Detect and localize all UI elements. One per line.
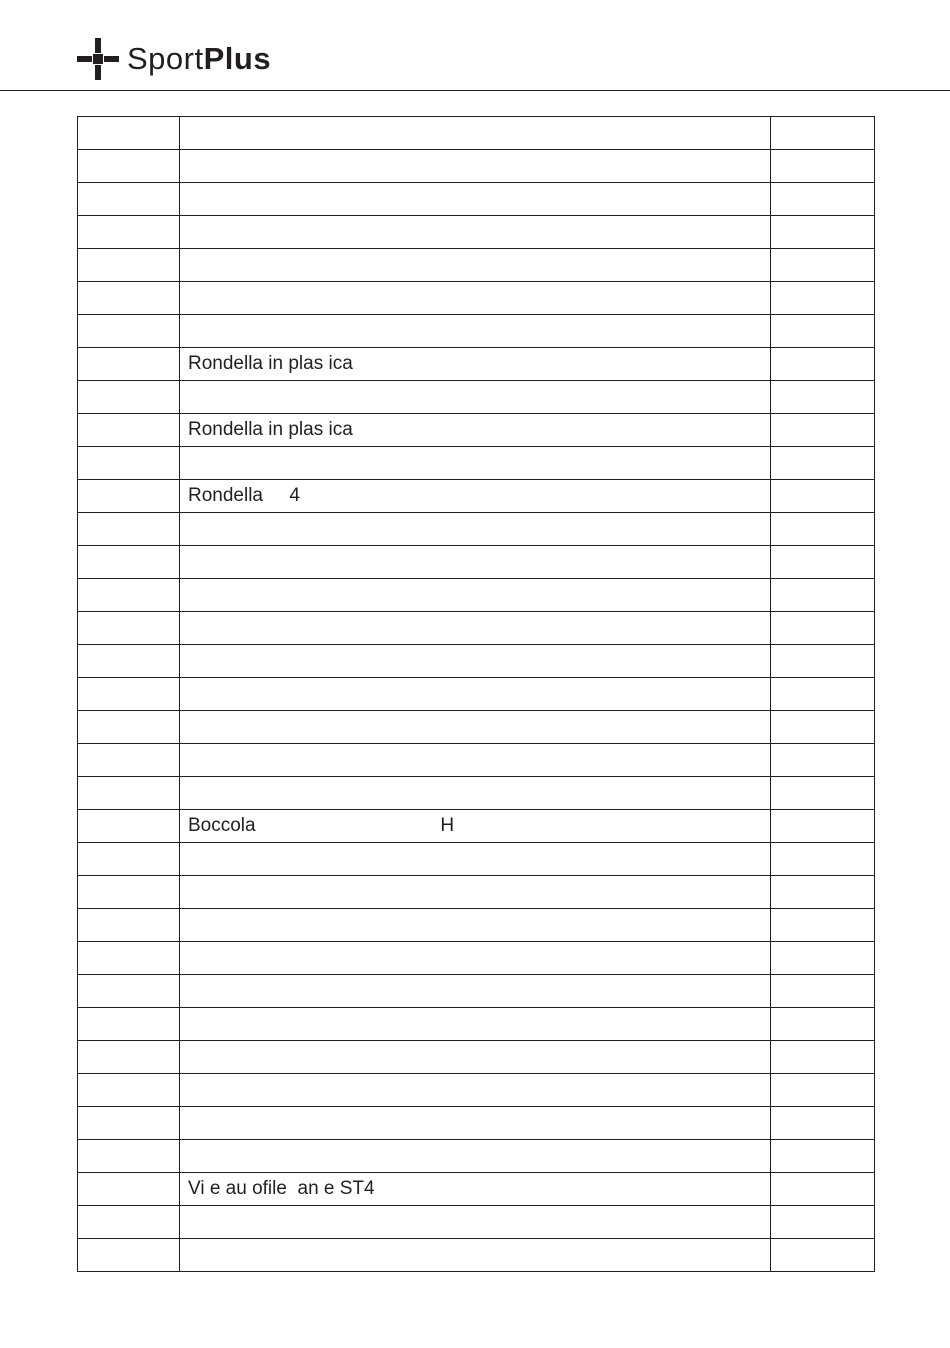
part-description-cell [180, 183, 771, 216]
part-number-cell [78, 1074, 180, 1107]
part-quantity-cell [771, 150, 875, 183]
part-number-cell [78, 1107, 180, 1140]
part-number-cell [78, 711, 180, 744]
part-description-cell [180, 1041, 771, 1074]
part-number-cell [78, 249, 180, 282]
table-row [78, 216, 875, 249]
part-number-cell [78, 876, 180, 909]
part-quantity-cell [771, 1140, 875, 1173]
part-number-cell [78, 942, 180, 975]
part-quantity-cell [771, 645, 875, 678]
part-quantity-cell [771, 282, 875, 315]
part-description-cell: Rondella in plas ica [180, 348, 771, 381]
part-description-cell [180, 513, 771, 546]
table-row [78, 381, 875, 414]
part-quantity-cell [771, 777, 875, 810]
part-number-cell [78, 150, 180, 183]
part-quantity-cell [771, 810, 875, 843]
part-description-cell [180, 909, 771, 942]
part-number-cell [78, 909, 180, 942]
part-quantity-cell [771, 975, 875, 1008]
part-description-cell [180, 777, 771, 810]
table-row [78, 546, 875, 579]
table-row [78, 414, 875, 447]
table-row [78, 843, 875, 876]
part-description-cell [180, 975, 771, 1008]
part-quantity-cell [771, 1041, 875, 1074]
part-description-cell [180, 579, 771, 612]
part-quantity-cell [771, 612, 875, 645]
part-quantity-cell [771, 513, 875, 546]
table-row [78, 1107, 875, 1140]
table-row [78, 447, 875, 480]
brand-logo [77, 38, 271, 80]
part-number-cell [78, 513, 180, 546]
part-description-cell [180, 1008, 771, 1041]
part-description-cell: Boccola H [180, 810, 771, 843]
table-row [78, 744, 875, 777]
brand-wordmark [127, 38, 271, 80]
part-quantity-cell [771, 711, 875, 744]
part-quantity-cell [771, 843, 875, 876]
part-number-cell [78, 810, 180, 843]
brand-name-light: Sport [127, 41, 204, 76]
table-row [78, 117, 875, 150]
part-description-cell [180, 942, 771, 975]
part-quantity-cell [771, 1008, 875, 1041]
table-row [78, 348, 875, 381]
part-description-cell [180, 843, 771, 876]
part-number-cell [78, 216, 180, 249]
part-description-cell [180, 711, 771, 744]
part-quantity-cell [771, 315, 875, 348]
table-row [78, 975, 875, 1008]
part-number-cell [78, 744, 180, 777]
part-description-cell [180, 117, 771, 150]
table-row [78, 810, 875, 843]
part-number-cell [78, 381, 180, 414]
table-row [78, 315, 875, 348]
part-number-cell [78, 1041, 180, 1074]
part-number-cell [78, 282, 180, 315]
part-number-cell [78, 315, 180, 348]
part-description-cell [180, 381, 771, 414]
table-row [78, 1074, 875, 1107]
table-row [78, 1239, 875, 1272]
part-description-cell [180, 249, 771, 282]
part-description-cell [180, 1074, 771, 1107]
table-row [78, 480, 875, 513]
part-number-cell [78, 645, 180, 678]
part-number-cell [78, 612, 180, 645]
part-description-cell [180, 315, 771, 348]
table-row [78, 909, 875, 942]
part-quantity-cell [771, 381, 875, 414]
table-row [78, 249, 875, 282]
part-description-cell: Rondella 4 [180, 480, 771, 513]
part-quantity-cell [771, 1074, 875, 1107]
part-quantity-cell [771, 480, 875, 513]
part-quantity-cell [771, 546, 875, 579]
part-quantity-cell [771, 678, 875, 711]
part-quantity-cell [771, 216, 875, 249]
part-number-cell [78, 546, 180, 579]
table-row [78, 612, 875, 645]
part-description-cell [180, 1107, 771, 1140]
part-quantity-cell [771, 249, 875, 282]
part-number-cell [78, 843, 180, 876]
part-quantity-cell [771, 183, 875, 216]
page-header [0, 0, 950, 92]
sportplus-cross-icon [77, 38, 119, 80]
part-description-cell: Vi e au ofile an e ST4 [180, 1173, 771, 1206]
part-quantity-cell [771, 447, 875, 480]
part-quantity-cell [771, 942, 875, 975]
part-number-cell [78, 1173, 180, 1206]
part-number-cell [78, 447, 180, 480]
header-divider [0, 90, 950, 91]
table-row [78, 1173, 875, 1206]
table-row [78, 513, 875, 546]
part-number-cell [78, 183, 180, 216]
table-row [78, 942, 875, 975]
part-description-cell [180, 678, 771, 711]
part-description-cell [180, 876, 771, 909]
part-description-cell [180, 1239, 771, 1272]
part-quantity-cell [771, 909, 875, 942]
table-row [78, 282, 875, 315]
parts-list-table [77, 116, 875, 1272]
part-description-cell [180, 150, 771, 183]
table-row [78, 1140, 875, 1173]
table-row [78, 1206, 875, 1239]
part-description-cell [180, 744, 771, 777]
part-description-cell [180, 546, 771, 579]
part-number-cell [78, 348, 180, 381]
part-description-cell [180, 447, 771, 480]
part-quantity-cell [771, 348, 875, 381]
table-row [78, 1041, 875, 1074]
part-quantity-cell [771, 1107, 875, 1140]
part-description-cell [180, 1206, 771, 1239]
part-quantity-cell [771, 1239, 875, 1272]
table-row [78, 678, 875, 711]
part-number-cell [78, 117, 180, 150]
part-quantity-cell [771, 744, 875, 777]
part-quantity-cell [771, 117, 875, 150]
table-row [78, 150, 875, 183]
brand-name-bold: Plus [203, 41, 272, 76]
table-row [78, 777, 875, 810]
part-number-cell [78, 1206, 180, 1239]
part-number-cell [78, 1140, 180, 1173]
part-quantity-cell [771, 1173, 875, 1206]
parts-list-body [78, 117, 875, 1272]
part-number-cell [78, 480, 180, 513]
part-number-cell [78, 1239, 180, 1272]
table-row [78, 579, 875, 612]
part-description-cell [180, 1140, 771, 1173]
part-number-cell [78, 678, 180, 711]
table-row [78, 876, 875, 909]
part-description-cell [180, 216, 771, 249]
part-description-cell [180, 645, 771, 678]
table-row [78, 645, 875, 678]
part-number-cell [78, 1008, 180, 1041]
part-number-cell [78, 975, 180, 1008]
table-row [78, 1008, 875, 1041]
part-number-cell [78, 414, 180, 447]
table-row [78, 711, 875, 744]
table-row [78, 183, 875, 216]
part-description-cell [180, 612, 771, 645]
part-description-cell [180, 282, 771, 315]
part-quantity-cell [771, 579, 875, 612]
part-description-cell: Rondella in plas ica [180, 414, 771, 447]
part-number-cell [78, 579, 180, 612]
part-quantity-cell [771, 876, 875, 909]
part-quantity-cell [771, 414, 875, 447]
part-number-cell [78, 777, 180, 810]
part-quantity-cell [771, 1206, 875, 1239]
